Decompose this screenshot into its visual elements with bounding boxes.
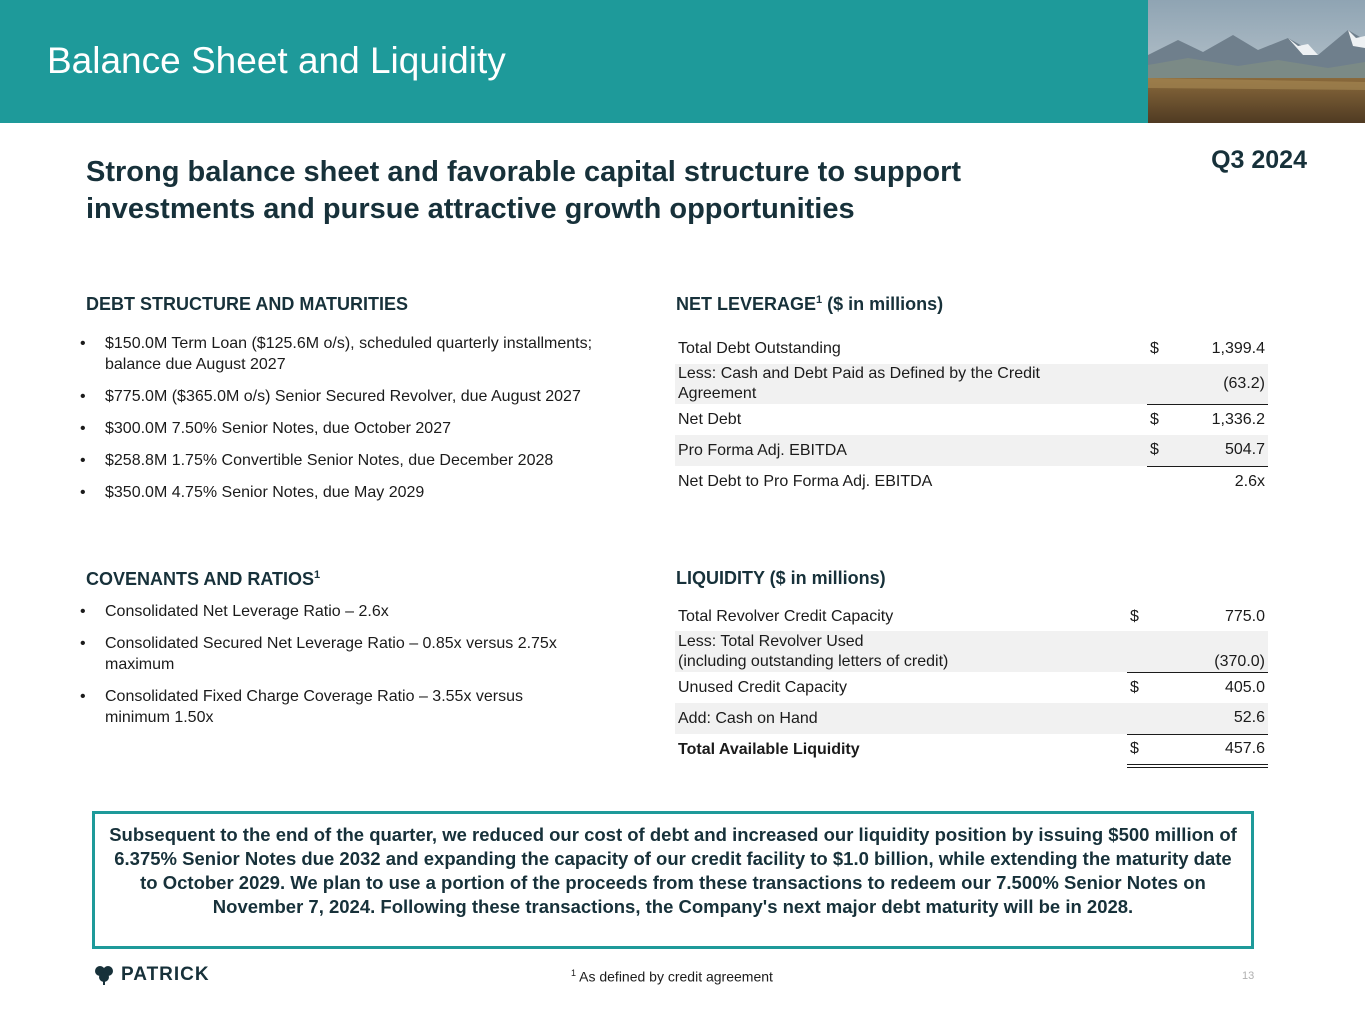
list-item: • $775.0M ($365.0M o/s) Senior Secured Revolver, due August 2027 [80, 386, 600, 407]
row-currency [1147, 364, 1177, 404]
list-item: • Consolidated Secured Net Leverage Ratio – 0.85x versus 2.75x maximum [80, 633, 590, 675]
net-leverage-title-main: NET LEVERAGE [676, 294, 817, 314]
header-band [0, 0, 1148, 123]
row-value: (370.0) [1157, 631, 1268, 672]
row-currency: $ [1127, 734, 1157, 766]
row-label-line1: Less: Total Revolver Used [678, 632, 864, 650]
covenants-section-title [86, 569, 320, 590]
list-item: • $150.0M Term Loan ($125.6M o/s), scheduled quarterly installments; balance due August 2027 [80, 333, 600, 375]
row-label: Add: Cash on Hand [675, 703, 1065, 734]
row-value: 504.7 [1177, 435, 1268, 466]
debt-list [80, 333, 600, 514]
headline: Strong balance sheet and favorable capital structure to support investments and pursue attractive growth opportunities [86, 156, 962, 225]
table-row [675, 631, 1268, 672]
net-leverage-table [675, 334, 1268, 497]
footnote-superscript: 1 [571, 968, 577, 978]
row-label: Total Available Liquidity [678, 741, 860, 758]
row-label: Total Debt Outstanding [678, 340, 841, 357]
list-item: • $350.0M 4.75% Senior Notes, due May 2029 [80, 482, 600, 503]
shamrock-icon [93, 965, 115, 985]
patrick-logo [93, 964, 210, 986]
row-label: Net Debt [678, 410, 742, 428]
table-row [675, 734, 1268, 766]
liquidity-table [675, 602, 1268, 768]
covenants-list [80, 601, 590, 739]
row-label: Less: Cash and Debt Paid as Defined by the Credit Agreement [675, 364, 1075, 404]
table-row [675, 703, 1268, 734]
covenants-title-text: COVENANTS AND RATIOS [86, 569, 315, 589]
row-value: 1,399.4 [1211, 340, 1265, 357]
liquidity-title: LIQUIDITY ($ in millions) [676, 568, 886, 588]
landscape-photo [1148, 0, 1365, 123]
row-value: (63.2) [1177, 364, 1268, 404]
covenants-title-superscript: 1 [314, 569, 321, 581]
callout-box: Subsequent to the end of the quarter, we reduced our cost of debt and increased our liquidity position by issuing $500 million of 6.375% Senior Notes due 2032 and expanding the capacity of our credit facility to $1.0 billion, while extending the maturity date to October 2029. We plan to use a portion of the proceeds from these transactions to redeem our 7.500% Senior Notes on November 7, 2024. Following these transactions, the Company's next major debt maturity will be in 2028. [92, 811, 1254, 949]
row-value: 775.0 [1224, 607, 1265, 625]
row-label [675, 631, 1065, 672]
debt-section-title: DEBT STRUCTURE AND MATURITIES [86, 294, 408, 314]
list-item: • $300.0M 7.50% Senior Notes, due October 2027 [80, 418, 600, 439]
table-row [675, 672, 1268, 703]
table-row [675, 404, 1268, 435]
table-row [675, 364, 1268, 404]
list-item: • $258.8M 1.75% Convertible Senior Notes, due December 2028 [80, 450, 600, 471]
list-item: • Consolidated Fixed Charge Coverage Ratio – 3.55x versus minimum 1.50x [80, 686, 590, 728]
row-currency: $ [1130, 678, 1139, 696]
row-label: Unused Credit Capacity [678, 678, 847, 696]
row-label: Pro Forma Adj. EBITDA [675, 435, 1075, 466]
row-value: 405.0 [1224, 678, 1265, 696]
list-item: • Consolidated Net Leverage Ratio – 2.6x [80, 601, 590, 622]
row-currency: $ [1150, 340, 1159, 357]
row-currency: $ [1147, 435, 1177, 466]
landscape-image [1148, 0, 1365, 123]
row-currency [1127, 703, 1157, 734]
net-leverage-title-superscript: 1 [816, 294, 823, 306]
footnote [571, 968, 773, 985]
row-label: Total Revolver Credit Capacity [678, 607, 894, 625]
quarter-label: Q3 2024 [1211, 146, 1307, 174]
table-row [675, 466, 1268, 497]
row-currency: $ [1150, 410, 1159, 428]
row-value: 1,336.2 [1211, 410, 1265, 428]
logo-text: PATRICK [121, 964, 210, 985]
row-currency [1147, 466, 1177, 497]
table-row [675, 334, 1268, 364]
table-row [675, 435, 1268, 466]
row-value: 2.6x [1234, 472, 1265, 490]
row-value: 52.6 [1157, 703, 1268, 734]
row-value: 457.6 [1157, 734, 1268, 766]
row-label: Net Debt to Pro Forma Adj. EBITDA [678, 472, 933, 490]
footnote-text: As defined by credit agreement [576, 968, 773, 985]
page-number: 13 [1242, 970, 1255, 982]
net-leverage-title-tail: ($ in millions) [822, 294, 944, 314]
net-leverage-title [676, 294, 943, 315]
table-row [675, 602, 1268, 631]
row-currency: $ [1130, 607, 1139, 625]
row-currency [1127, 631, 1157, 672]
page-title: Balance Sheet and Liquidity [47, 40, 506, 81]
row-label-line2: (including outstanding letters of credit) [678, 652, 949, 670]
